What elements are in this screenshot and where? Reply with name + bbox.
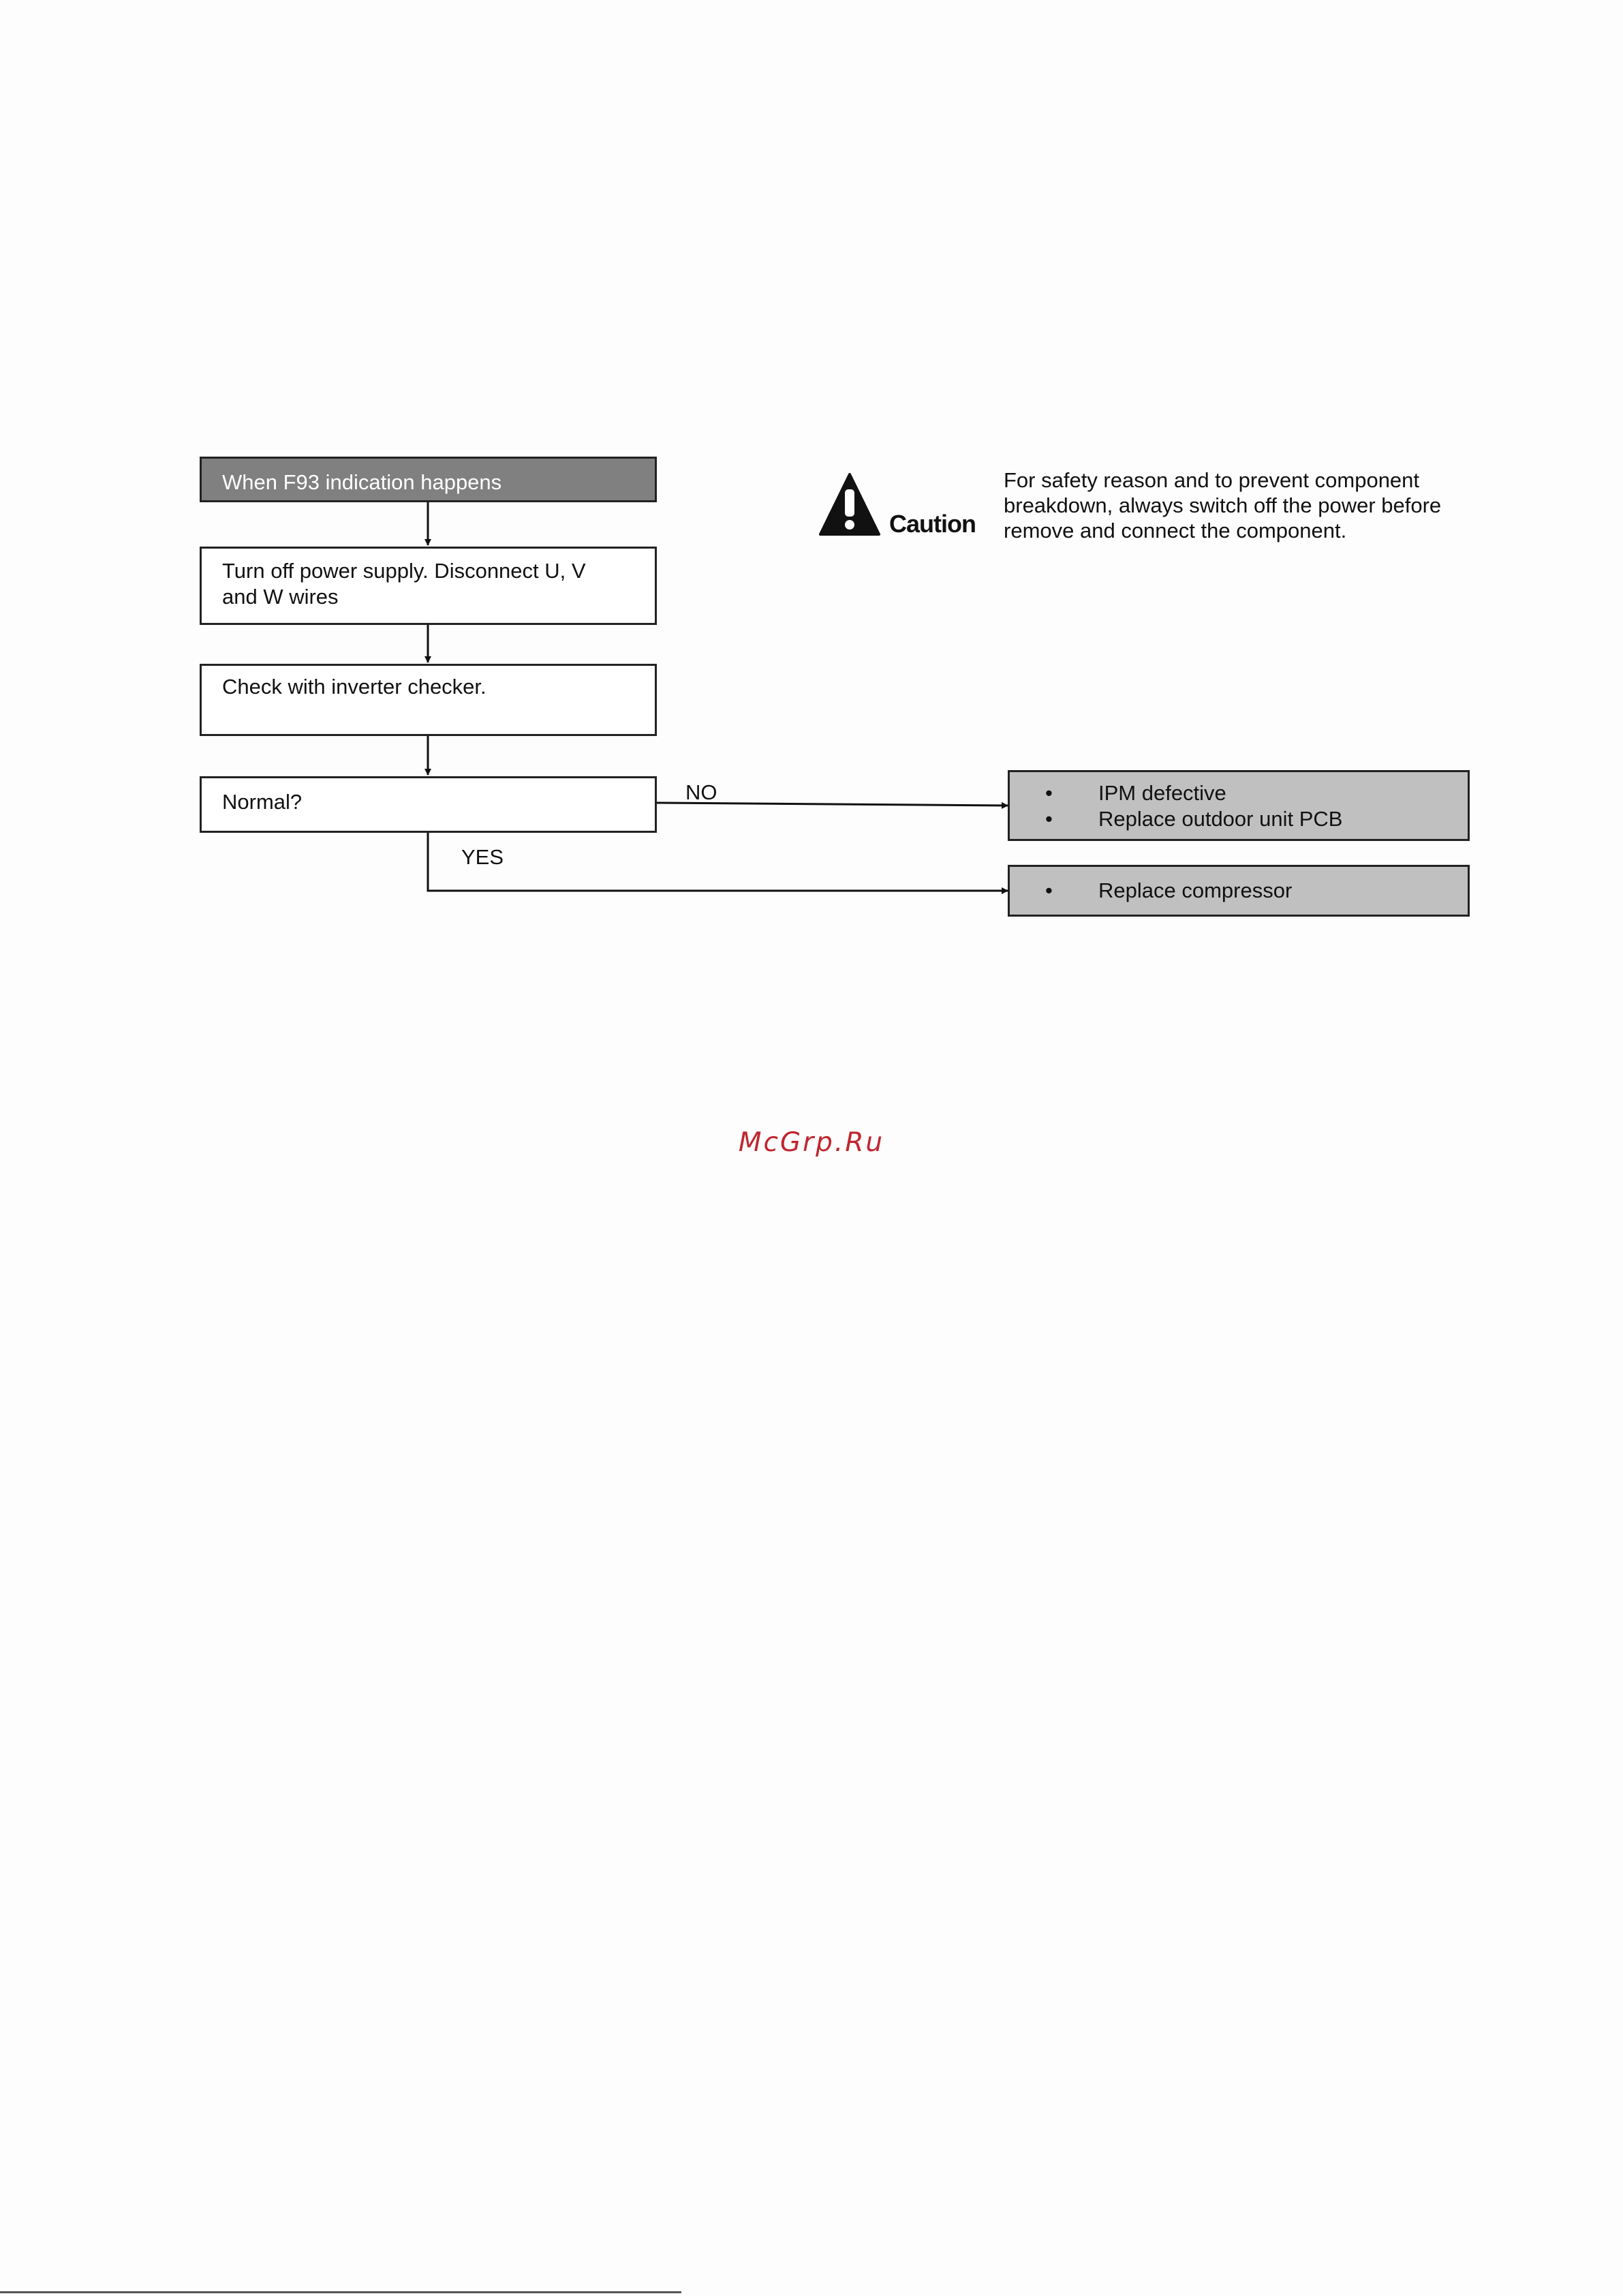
footer-rule [0,2291,681,2293]
normal-decision-text: Normal? [222,790,303,814]
result-yes-list [1030,878,1447,904]
result-no-item: • Replace outdoor unit PCB [1030,806,1447,832]
start-box-text: When F93 indication happens [222,470,502,494]
inverter-check-text: Check with inverter checker. [222,675,486,699]
result-yes-box [1008,865,1470,917]
inverter-check-box [200,664,657,736]
caution-text: For safety reason and to prevent component breakdown, always switch off the power before remove and connect the component. [1004,468,1442,542]
result-no-list [1030,780,1447,832]
warning-triangle-icon [819,472,880,537]
turn-off-power-box [200,547,657,625]
turn-off-power-text: Turn off power supply. Disconnect U, V and W wires [222,559,586,609]
result-yes-item: • Replace compressor [1030,878,1447,904]
watermark: McGrp.Ru [738,1127,885,1158]
yes-branch-label: YES [461,845,504,869]
normal-decision-box [200,776,657,833]
start-box [200,457,657,502]
no-branch-label: NO [685,780,717,804]
result-no-box [1008,770,1470,841]
caution-label: Caution [889,510,976,538]
arrow-yes-branch [428,833,1008,891]
result-no-item: • IPM defective [1030,780,1447,806]
